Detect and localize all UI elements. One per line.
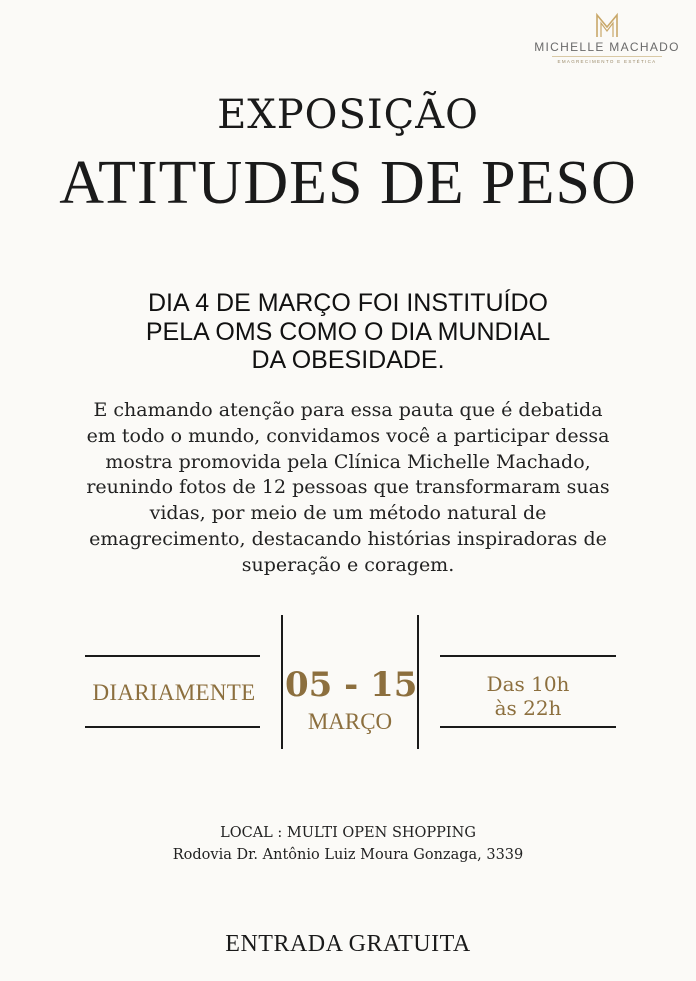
schedule-divider (281, 615, 283, 749)
schedule-divider (85, 726, 260, 728)
brand-logo (532, 12, 682, 64)
schedule-frequency: DIARIAMENTE (92, 680, 256, 705)
location-name: LOCAL : MULTI OPEN SHOPPING (220, 825, 476, 841)
description-line: vidas, por meio de um método natural de (149, 502, 547, 525)
description-paragraph (52, 398, 644, 579)
brand-divider (552, 56, 662, 57)
intro-heading-line: DA OBESIDADE. (251, 346, 445, 374)
intro-heading (100, 289, 596, 375)
description-line: mostra promovida pela Clínica Michelle Machado, (105, 450, 591, 473)
schedule-divider (85, 655, 260, 657)
event-main-title: ATITUDES DE PESO (59, 149, 637, 217)
schedule-dates: 05 - 15 (285, 665, 418, 705)
description-line: emagrecimento, destacando histórias inspiradoras de (89, 527, 607, 550)
mm-monogram-icon (595, 12, 619, 38)
schedule-divider (417, 615, 419, 749)
brand-name: MICHELLE MACHADO (534, 40, 680, 54)
event-type-title: EXPOSIÇÃO (217, 92, 479, 138)
schedule-hours-line: Das 10h (486, 672, 570, 696)
intro-heading-line: DIA 4 DE MARÇO FOI INSTITUÍDO (147, 289, 549, 317)
free-entry-label: ENTRADA GRATUITA (225, 931, 471, 957)
description-line: E chamando atenção para essa pauta que é debatida (93, 399, 603, 421)
schedule-hours-line: às 22h (494, 696, 562, 720)
brand-tagline: EMAGRECIMENTO E ESTÉTICA (557, 59, 657, 64)
schedule-divider (440, 726, 616, 728)
schedule-hours (440, 672, 616, 720)
description-line: em todo o mundo, convidamos você a participar dessa (86, 424, 610, 447)
description-line: reunindo fotos de 12 pessoas que transformaram suas (86, 476, 610, 499)
description-line: superação e coragem. (241, 553, 455, 576)
schedule-divider (440, 655, 616, 657)
intro-heading-line: PELA OMS COMO O DIA MUNDIAL (145, 317, 551, 346)
location-address: Rodovia Dr. Antônio Luiz Moura Gonzaga, 3339 (172, 847, 524, 863)
schedule-month: MARÇO (307, 709, 393, 734)
